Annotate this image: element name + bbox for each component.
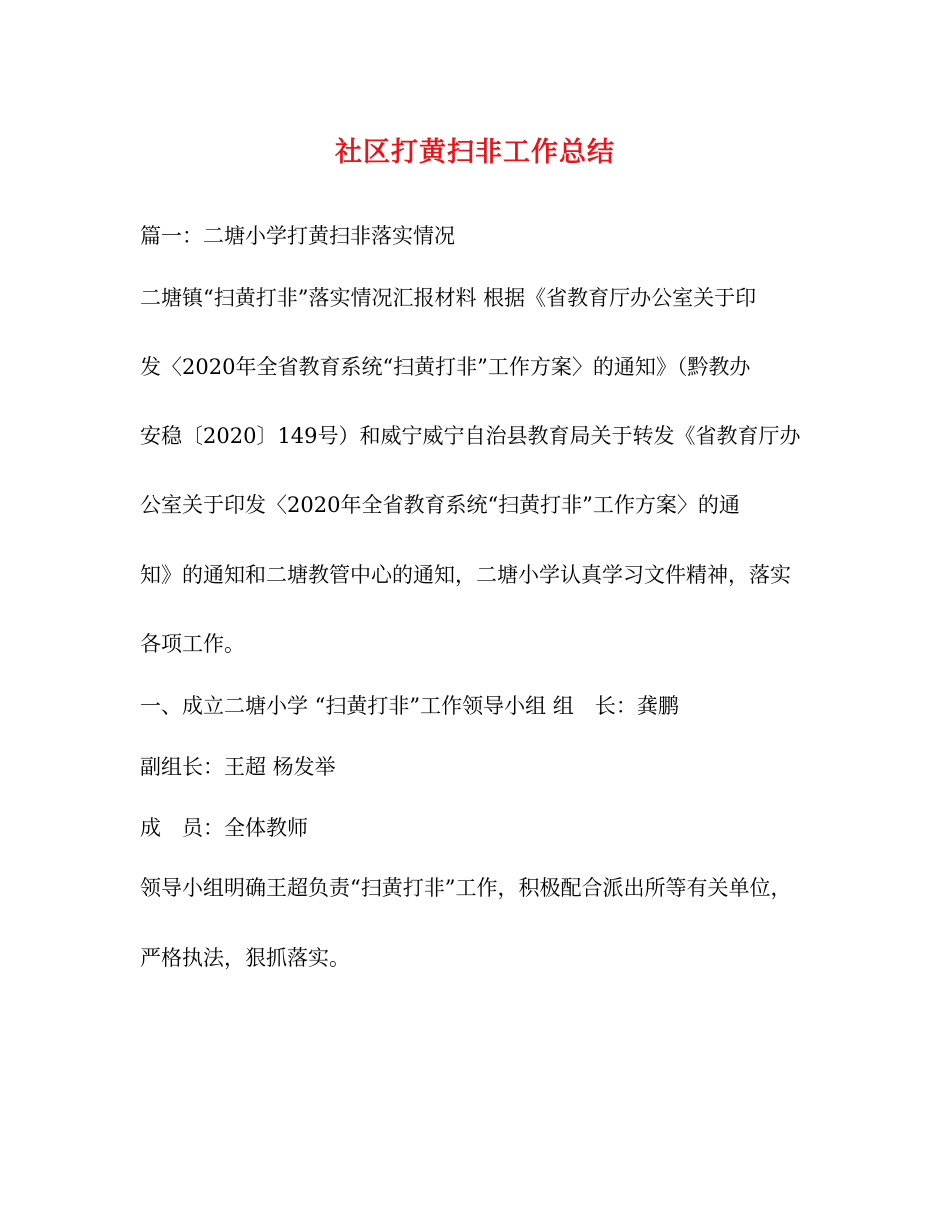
text-line-9: 副组长：王超 杨发举 [140,755,336,779]
text-line-11: 领导小组明确王超负责“扫黄打非”工作，积极配合派出所等有关单位， [140,876,792,900]
document-title: 社区打黄扫非工作总结 [335,137,615,168]
text-line-12: 严格执法，狠抓落实。 [140,946,350,970]
text-line-4: 安稳〔2020〕149号）和威宁威宁自治县教育局关于转发《省教育厅办 [140,424,801,448]
text-line-1: 篇一：二塘小学打黄扫非落实情况 [140,224,455,248]
text-line-10: 成 员：全体教师 [140,816,308,840]
text-line-8: 一、成立二塘小学 “扫黄打非”工作领导小组 组 长：龚鹏 [140,694,679,718]
text-line-3: 发〈2020年全省教育系统“扫黄打非”工作方案〉的通知》（黔教办 [140,355,751,379]
text-line-7: 各项工作。 [140,632,245,656]
text-line-5: 公室关于印发〈2020年全省教育系统“扫黄打非”工作方案〉的通 [140,493,740,517]
text-line-6: 知》的通知和二塘教管中心的通知，二塘小学认真学习文件精神，落实 [140,563,791,587]
text-line-2: 二塘镇“扫黄打非”落实情况汇报材料 根据《省教育厅办公室关于印 [140,286,757,310]
